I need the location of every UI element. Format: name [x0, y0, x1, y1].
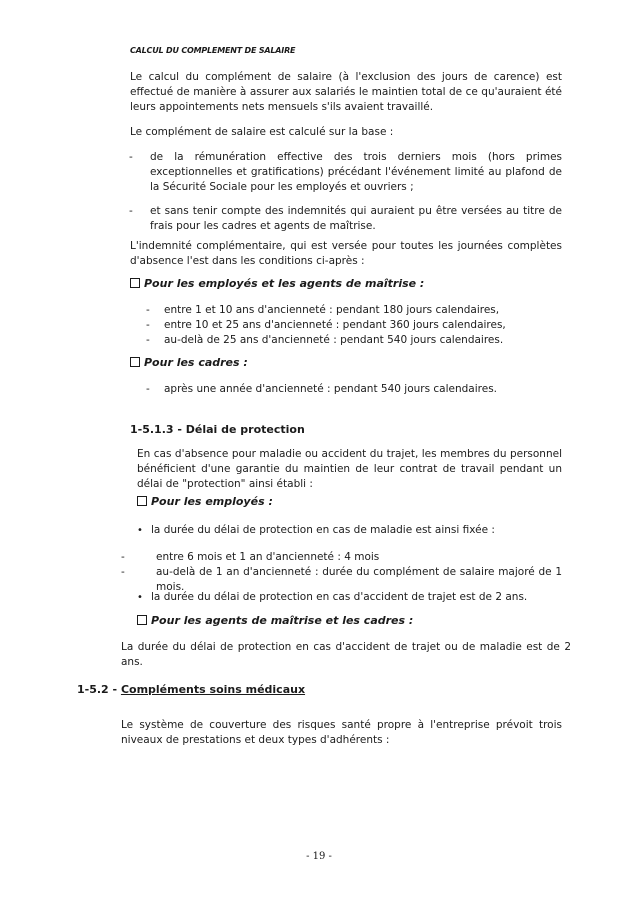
section2-number: 1-5.2 - — [77, 683, 121, 696]
protection-dash-list — [121, 550, 562, 595]
list-item — [129, 204, 562, 234]
list-item-text: au-delà de 25 ans d'ancienneté : pendant 540 jours calendaires. — [164, 334, 504, 346]
protection-agents-heading — [137, 614, 413, 627]
list-item — [146, 303, 544, 318]
employes-heading-text: Pour les employés et les agents de maîtrise : — [144, 277, 425, 290]
list-item — [129, 150, 562, 195]
dash-marker: - — [146, 383, 150, 395]
bullet-item-text: la durée du délai de protection en cas de maladie est ainsi fixée : — [151, 524, 495, 536]
employes-heading — [130, 277, 424, 290]
paragraph-base: Le complément de salaire est calculé sur la base : — [130, 126, 394, 138]
list-item-text: de la rémunération effective des trois derniers mois (hors primes exceptionnelles et gratifications) précédant l'événement limité au plafond de la Sécurité Sociale pour les employés et ouvriers ; — [150, 151, 562, 193]
section2-title: Compléments soins médicaux — [120, 683, 306, 696]
bullet-marker: • — [137, 592, 143, 603]
protection-agents-heading-text: Pour les agents de maîtrise et les cadres : — [151, 614, 414, 627]
cadres-heading — [130, 356, 248, 369]
list-item-text: au-delà de 1 an d'ancienneté : durée du complément de salaire majoré de 1 mois. — [156, 566, 562, 593]
paragraph-sante: Le système de couverture des risques santé propre à l'entreprise prévoit trois niveaux de prestations et deux types d'adhérents : — [121, 719, 562, 746]
bullet-item-text: la durée du délai de protection en cas d'accident de trajet est de 2 ans. — [151, 591, 528, 603]
page-number: - 19 - — [306, 851, 332, 862]
list-item-text: après une année d'ancienneté : pendant 540 jours calendaires. — [164, 383, 498, 395]
bullet-marker: • — [137, 525, 143, 536]
protection-employes-heading-text: Pour les employés : — [151, 495, 273, 508]
section2-heading — [77, 683, 305, 696]
dash-marker: - — [121, 566, 125, 578]
paragraph-duree: La durée du délai de protection en cas d'accident de trajet ou de maladie est de 2 ans. — [121, 641, 571, 668]
dash-marker: - — [146, 319, 150, 331]
cadres-heading-text: Pour les cadres : — [144, 356, 248, 369]
sub-heading-delai: 1-5.1.3 - Délai de protection — [130, 423, 305, 436]
list-item — [146, 382, 544, 397]
checkbox-icon — [130, 278, 140, 288]
dash-marker: - — [129, 151, 133, 163]
section-title: CALCUL DU COMPLEMENT DE SALAIRE — [130, 46, 296, 55]
list-item-text: entre 1 et 10 ans d'ancienneté : pendant 180 jours calendaires, — [164, 304, 500, 316]
checkbox-icon — [137, 615, 147, 625]
cadres-list — [146, 382, 544, 397]
protection-employes-heading — [137, 495, 273, 508]
employes-list — [146, 303, 544, 348]
paragraph-protection: En cas d'absence pour maladie ou accident du trajet, les membres du personnel bénéficient d'une garantie du maintien de leur contrat de travail pendant un délai de "protection" ainsi établi : — [137, 448, 562, 490]
checkbox-icon — [137, 496, 147, 506]
bullet-item — [137, 523, 562, 538]
dash-marker: - — [146, 304, 150, 316]
list-item-text: entre 10 et 25 ans d'ancienneté : pendant 360 jours calendaires, — [164, 319, 506, 331]
list-item — [146, 318, 544, 333]
list-item — [121, 550, 562, 565]
paragraph-indemnite: L'indemnité complémentaire, qui est versée pour toutes les journées complètes d'absence l'est dans les conditions ci-après : — [130, 240, 562, 267]
paragraph-calcul: Le calcul du complément de salaire (à l'exclusion des jours de carence) est effectué de manière à assurer aux salariés le maintien total de ce qu'auraient été leurs appointements nets mensuels s'ils avaient travaillé. — [130, 71, 562, 113]
list-item-text: entre 6 mois et 1 an d'ancienneté : 4 mois — [156, 551, 380, 563]
dash-marker: - — [146, 334, 150, 346]
bullet-item — [137, 590, 562, 605]
dash-marker: - — [121, 551, 125, 563]
base-list — [129, 150, 562, 234]
dash-marker: - — [129, 205, 133, 217]
list-item — [146, 333, 544, 348]
list-item-text: et sans tenir compte des indemnités qui auraient pu être versées au titre de frais pour les cadres et agents de maîtrise. — [150, 205, 562, 232]
checkbox-icon — [130, 357, 140, 367]
